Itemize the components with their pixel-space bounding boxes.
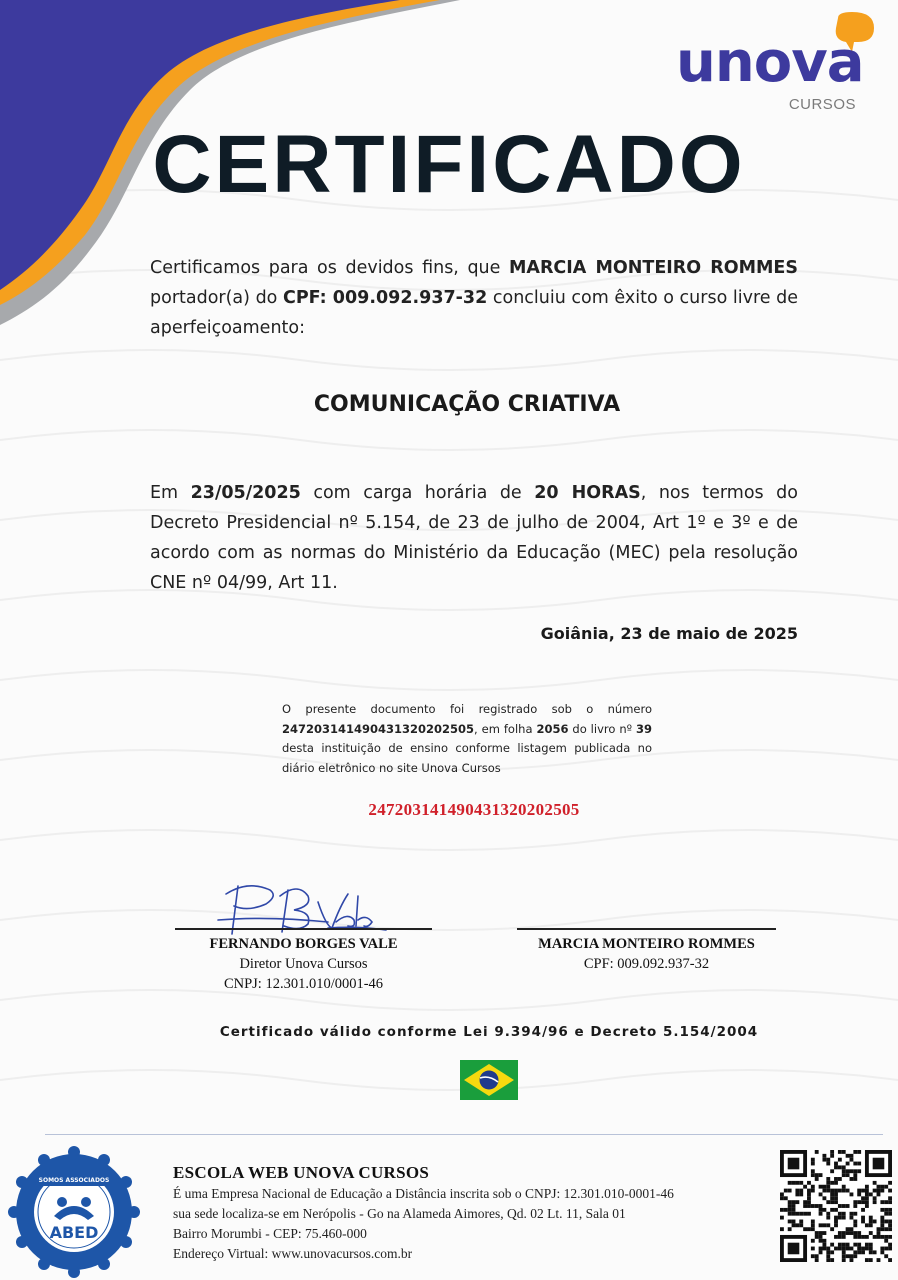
folha-number: 2056 <box>536 721 569 736</box>
place-and-date: Goiânia, 23 de maio de 2025 <box>540 624 798 643</box>
school-line-2: sua sede localiza-se em Nerópolis - Go na Alameda Aimores, Qd. 02 Lt. 11, Sala 01 <box>173 1206 626 1221</box>
school-line-3: Bairro Morumbi - CEP: 75.460-000 <box>173 1226 367 1241</box>
abed-seal-icon <box>8 1146 140 1278</box>
completion-date: 23/05/2025 <box>190 483 301 503</box>
registration-number-inline: 24720314149043132020250​5 <box>282 721 475 736</box>
validity-statement: Certificado válido conforme Lei 9.394/96 e Decreto 5.154/2004 <box>219 1024 759 1040</box>
seal-top-text: SOMOS ASSOCIADOS <box>38 1177 110 1184</box>
seal-center-text: ABED <box>49 1223 99 1242</box>
right-signer-cpf: CPF: 009.092.937-32 <box>583 956 710 972</box>
intro-paragraph: Certificamos para os devidos fins, que MARCIA MONTEIRO ROMMES portador(a) do CPF: 009.092.937-32 concluiu com êxito o curso livre de aperfeiçoamento: <box>150 258 798 338</box>
right-signature-line <box>517 928 776 930</box>
left-signature-line <box>175 928 432 930</box>
school-line-1: É uma Empresa Nacional de Educação a Distância inscrita sob o CNPJ: 12.301.010-0001-46 <box>173 1186 674 1201</box>
school-line-4: Endereço Virtual: www.unovacursos.com.br <box>173 1246 413 1261</box>
logo-wordmark: unova <box>676 30 864 95</box>
course-hours: 20 HORAS <box>534 483 641 503</box>
unova-logo <box>676 12 886 122</box>
left-signer-name: FERNANDO BORGES VALE <box>209 936 398 952</box>
livro-number: 39 <box>636 721 653 736</box>
details-paragraph: Em 23/05/2025 com carga horária de 20 HORAS, nos termos do Decreto Presidencial nº 5.154, de 23 de julho de 2004, Art 1º e 3º e de acordo com as normas do Ministério da Educação (MEC) pela resolução CNE nº 04/99, Art 11. <box>150 483 798 593</box>
footer-divider <box>45 1134 883 1135</box>
registration-code: 247203141490431320202505 <box>368 800 580 819</box>
brazil-flag-icon <box>460 1060 518 1100</box>
qr-code[interactable] <box>780 1150 892 1262</box>
course-name: COMUNICAÇÃO CRIATIVA <box>313 392 621 417</box>
left-signer-cnpj: CNPJ: 12.301.010/0001-46 <box>223 976 384 992</box>
school-name: ESCOLA WEB UNOVA CURSOS <box>173 1163 430 1182</box>
registration-paragraph: O presente documento foi registrado sob o número 24720314149043132020250​5, em folha 2056 do livro nº 39 desta instituição de ensino conforme listagem publicada no diário eletrônico no site Unova Cursos <box>282 702 653 775</box>
certificate-title: CERTIFICADO <box>152 119 746 210</box>
student-cpf: CPF: 009.092.937-32 <box>283 288 488 308</box>
left-signer-role: Diretor Unova Cursos <box>239 956 368 972</box>
student-name: MARCIA MONTEIRO ROMMES <box>509 258 798 278</box>
logo-subtitle: CURSOS <box>788 96 856 113</box>
right-signer-name: MARCIA MONTEIRO ROMMES <box>538 936 755 952</box>
